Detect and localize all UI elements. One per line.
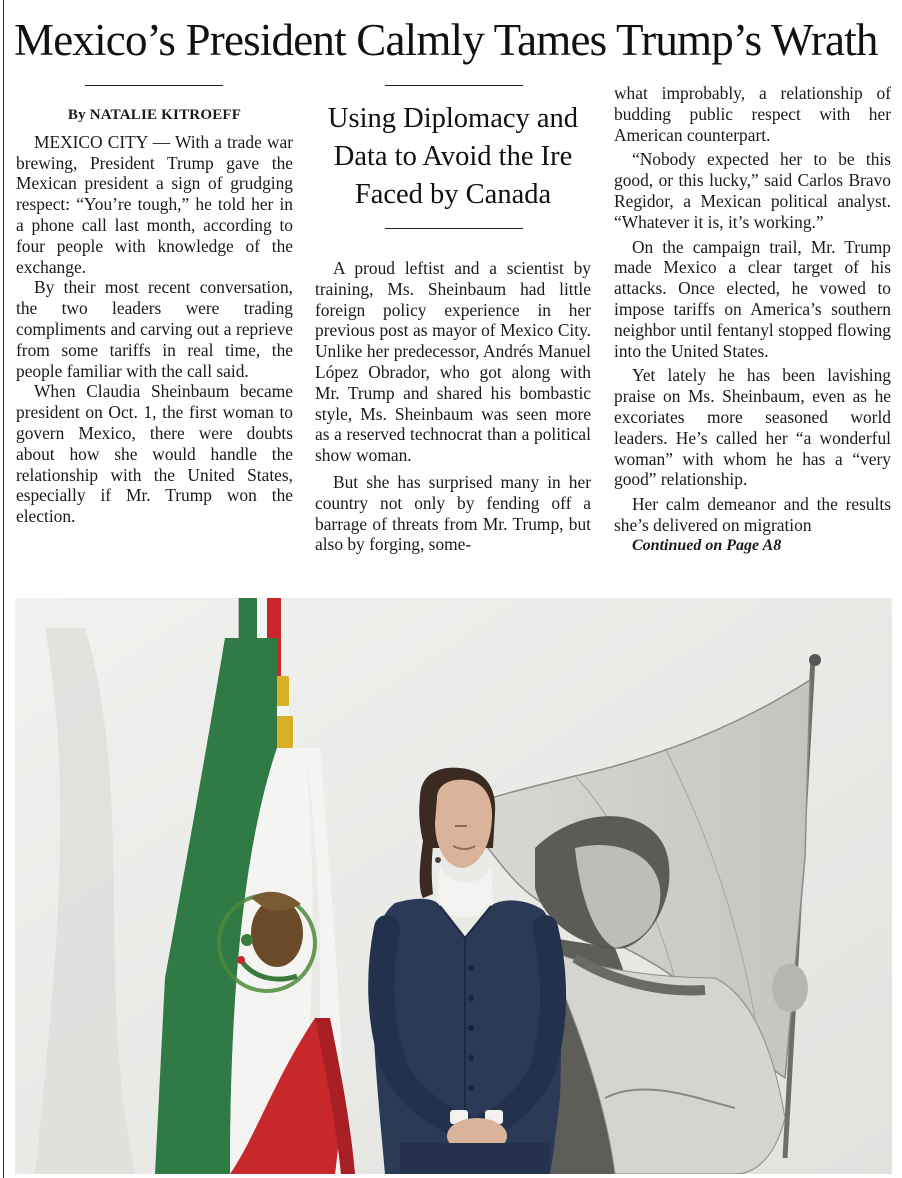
paragraph: “Nobody expected her to be this good, or this lucky,” said Carlos Bravo Regidor, a Mexican political analyst. “Whatever it is, it’s working.” (614, 149, 891, 232)
paragraph: what improbably, a relationship of budding public respect with her American counterpart. (614, 83, 891, 145)
col2-top-rule (385, 85, 523, 86)
deck-headline: Using Diplomacy and Data to Avoid the Ire Faced by Canada (327, 103, 579, 210)
article-column-1 (16, 105, 293, 527)
paragraph: A proud leftist and a scientist by training, Ms. Sheinbaum had little foreign policy experience in her previous post as mayor of Mexico City. Unlike her predecessor, Andrés Manuel López Obrador, who got along with Mr. Trump and shared his bombastic style, Ms. Sheinbaum was seen more as a reserved technocrat than a political show woman. (315, 258, 591, 466)
paragraph: MEXICO CITY — With a trade war brewing, President Trump gave the Mexican president a sign of grudging respect: “You’re tough,” he told her in a phone call last month, according to four people with knowledge of the exchange. (16, 131, 293, 277)
paragraph: By their most recent conversation, the two leaders were trading compliments and carving out a reprieve from some tariffs in real time, the people familiar with the call said. (16, 277, 293, 381)
paragraph: Her calm demeanor and the results she’s delivered on migration (614, 494, 891, 535)
page-left-border (3, 0, 4, 1178)
byline: By NATALIE KITROEFF (67, 107, 242, 123)
paragraph: But she has surprised many in her country not only by fending off a barrage of threats from Mr. Trump, but also by forging, some- (315, 471, 591, 555)
deck-bottom-rule (385, 228, 523, 229)
col1-top-rule (85, 85, 223, 86)
article-column-2 (315, 258, 591, 555)
headline: Mexico’s President Calmly Tames Trump’s Wrath (14, 15, 878, 65)
paragraph: When Claudia Sheinbaum became president on Oct. 1, the first woman to govern Mexico, there were doubts about how she would handle the relationship with the United States, especially if Mr. Trump won the election. (16, 381, 293, 527)
continued-link[interactable]: Continued on Page A8 (632, 536, 782, 554)
article-photo (15, 598, 892, 1174)
paragraph: Yet lately he has been lavishing praise on Ms. Sheinbaum, even as he excoriates more seasoned world leaders. He’s called her “a wonderful woman” with whom he has a “very good” relationship. (614, 365, 891, 490)
article-column-3 (614, 83, 891, 557)
paragraph: On the campaign trail, Mr. Trump made Mexico a clear target of his attacks. Once elected, he vowed to impose tariffs on America’s southern neighbor until fentanyl stopped flowing into the United States. (614, 236, 891, 361)
